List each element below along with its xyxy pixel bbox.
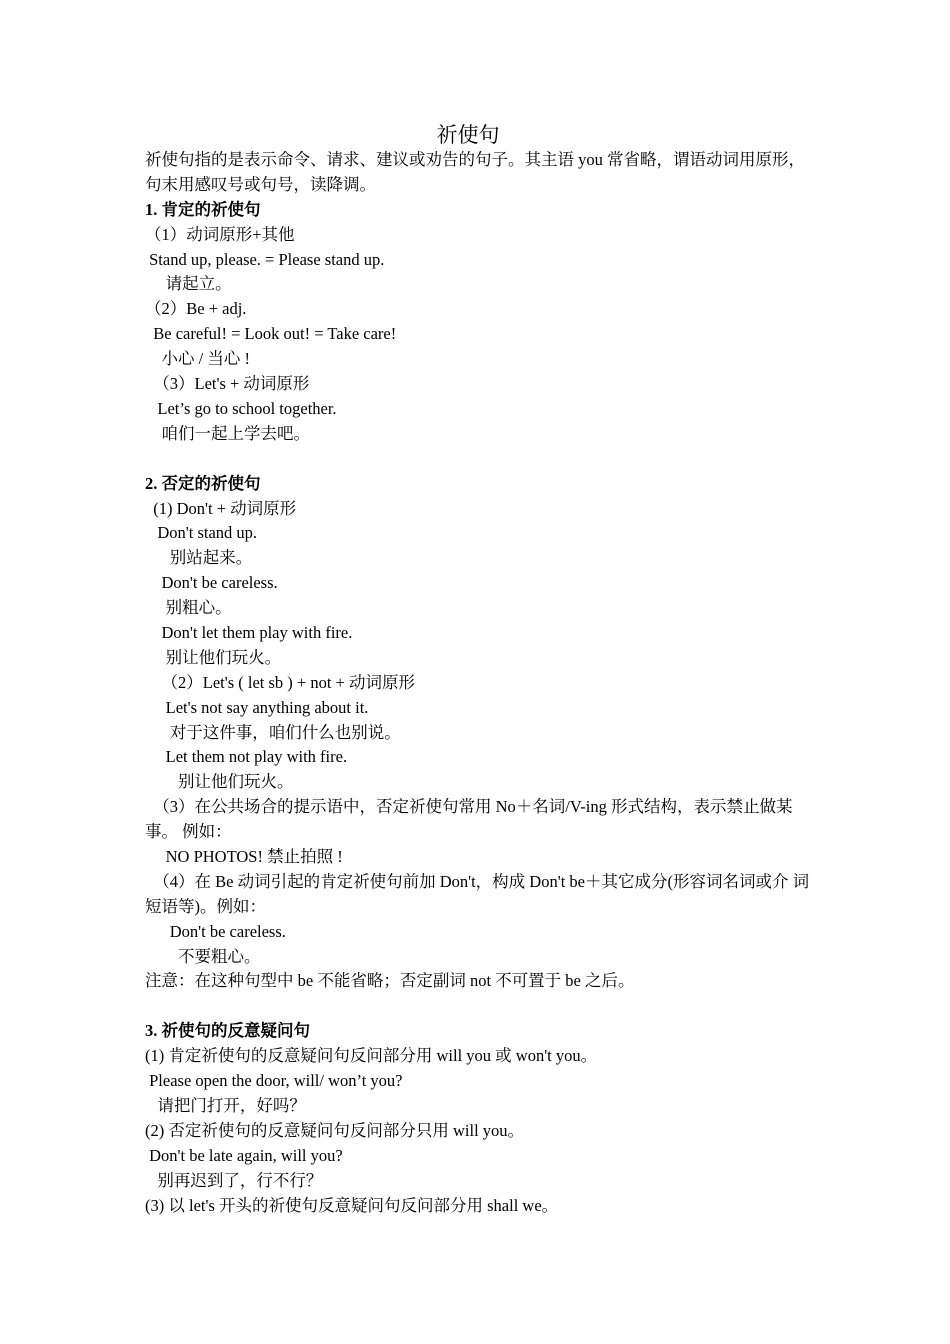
translation-line: 别让他们玩火。 xyxy=(145,772,294,792)
example-sentence: Stand up, please. = Please stand up. xyxy=(145,249,385,269)
example-sentence: Let's not say anything about it. xyxy=(145,697,369,717)
text-line: （2）Let's ( let sb ) + not + 动词原形 xyxy=(145,672,415,692)
example-sentence: Let’s go to school together. xyxy=(145,398,337,418)
paragraph: （4）在 Be 动词引起的肯定祈使句前加 Don't，构成 Don't be＋其它成分(形容词名词或介 词短语等)。例如： xyxy=(145,871,810,916)
paragraph: （3）在公共场合的提示语中，否定祈使句常用 No＋名词/V-ing 形式结构，表示禁止做某事。 例如： xyxy=(145,797,793,842)
example-sentence: Be careful! = Look out! = Take care! xyxy=(145,324,397,344)
translation-line: 请起立。 xyxy=(145,274,232,294)
example-sentence: Let them not play with fire. xyxy=(145,747,348,767)
example-sentence: Don't be careless. xyxy=(145,573,278,593)
example-sentence: Don't let them play with fire. xyxy=(145,622,353,642)
text-line: (1) 肯定祈使句的反意疑问句反问部分用 will you 或 won't you。 xyxy=(145,1046,598,1066)
text-line: （2）Be + adj. xyxy=(145,299,247,319)
section-3-heading: 3. 祈使句的反意疑问句 xyxy=(145,1021,310,1041)
text-line: (1) Don't + 动词原形 xyxy=(145,498,297,518)
translation-line: 请把门打开，好吗？ xyxy=(145,1095,306,1115)
section-1-heading: 1. 肯定的祈使句 xyxy=(145,199,261,219)
translation-line: 咱们一起上学去吧。 xyxy=(145,423,310,443)
translation-line: 别再迟到了，行不行？ xyxy=(145,1170,323,1190)
translation-line: 别粗心。 xyxy=(145,598,232,618)
text-line: （3）Let's + 动词原形 xyxy=(145,374,310,394)
example-sentence: Don't be careless. xyxy=(145,921,286,941)
text-line: （1）动词原形+其他 xyxy=(145,224,295,244)
text-line: (2) 否定祈使句的反意疑问句反问部分只用 will you。 xyxy=(145,1120,525,1140)
translation-line: 不要粗心。 xyxy=(145,946,261,966)
translation-line: 对于这件事，咱们什么也别说。 xyxy=(145,722,401,742)
blank-line xyxy=(145,447,810,472)
translation-line: 小心 / 当心 ! xyxy=(145,349,250,369)
intro-paragraph: 祈使句指的是表示命令、请求、建议或劝告的句子。其主语 you 常省略，谓语动词用原形， 句末用感叹号或句号，读降调。 xyxy=(145,150,805,194)
document-body xyxy=(145,148,810,1218)
example-sentence: Don't stand up. xyxy=(145,523,258,543)
section-2-heading: 2. 否定的祈使句 xyxy=(145,473,261,493)
example-sentence: Please open the door, will/ won’t you? xyxy=(145,1071,403,1091)
translation-line: 别让他们玩火。 xyxy=(145,647,282,667)
page-title: 祈使句 xyxy=(436,123,500,147)
example-sentence: NO PHOTOS! 禁止拍照 ! xyxy=(145,847,343,866)
note-line: 注意：在这种句型中 be 不能省略；否定副词 not 不可置于 be 之后。 xyxy=(145,971,635,991)
translation-line: 别站起来。 xyxy=(145,548,253,568)
text-line: (3) 以 let's 开头的祈使句反意疑问句反问部分用 shall we。 xyxy=(145,1195,559,1215)
blank-line xyxy=(145,994,810,1019)
example-sentence: Don't be late again, will you? xyxy=(145,1145,343,1165)
